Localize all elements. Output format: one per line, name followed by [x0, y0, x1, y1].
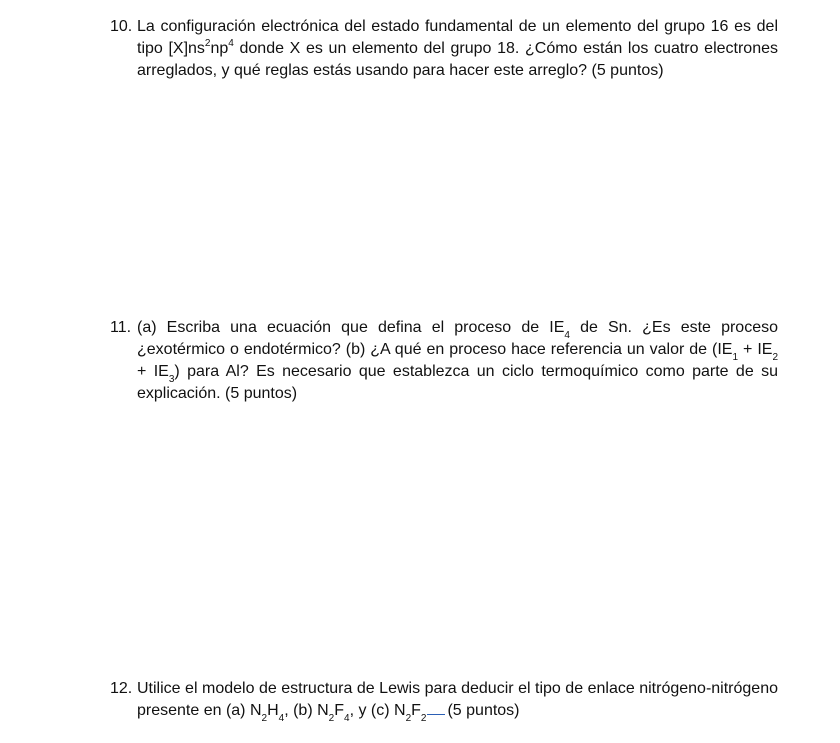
question-11 — [110, 317, 778, 405]
question-10 — [110, 16, 778, 82]
text-segment: (5 puntos) — [447, 702, 520, 719]
subscript: 2 — [772, 352, 778, 364]
text-segment: + IE — [738, 341, 773, 358]
question-text — [137, 16, 778, 82]
question-12 — [110, 678, 778, 725]
text-segment: , (b) N — [284, 702, 329, 719]
question-number: 12. — [110, 680, 133, 697]
text-segment: H — [267, 702, 279, 719]
text-segment: ) para Al? Es necesario que establezca un ciclo termoquímico como parte de su explicación. (5 puntos) — [137, 363, 778, 402]
question-text — [137, 678, 778, 725]
text-segment: (a) Escriba una ecuación que defina el proceso de IE — [137, 319, 565, 336]
text-segment: Utilice el modelo de estructura de Lewis para deducir el tipo de enlace nitrógeno-nitrógeno presente en (a) N — [137, 680, 778, 719]
text-segment: La configuración electrónica del estado fundamental de un elemento del grupo 16 es del tipo [X]ns — [137, 18, 778, 57]
subscript: 4 — [564, 330, 570, 342]
question-text — [137, 317, 778, 405]
subscript: 2 — [420, 713, 427, 725]
text-segment: np — [210, 40, 229, 57]
subscript: 1 — [732, 352, 739, 364]
question-number: 10. — [110, 18, 133, 35]
underline-mark — [427, 700, 445, 715]
text-segment: de Sn. ¿Es este proceso ¿exotérmico o endotérmico? (b) ¿A qué en proceso hace referencia un valor de (IE — [137, 319, 778, 358]
subscript: 4 — [344, 713, 350, 725]
superscript: 4 — [228, 37, 234, 49]
text-segment: + IE — [137, 363, 169, 380]
superscript: 2 — [204, 37, 211, 49]
text-segment: donde X es un elemento del grupo 18. ¿Cómo están los cuatro electrones arreglados, y qué reglas estás usando para hacer este arreglo? (5 puntos) — [137, 40, 778, 79]
text-segment: F — [411, 702, 421, 719]
question-number: 11. — [110, 319, 132, 336]
text-segment: F — [334, 702, 344, 719]
text-segment: , y (c) N — [349, 702, 406, 719]
subscript: 3 — [168, 374, 175, 386]
subscript: 4 — [278, 713, 285, 725]
subscript: 2 — [405, 713, 412, 725]
subscript: 2 — [261, 713, 268, 725]
subscript: 2 — [328, 713, 335, 725]
